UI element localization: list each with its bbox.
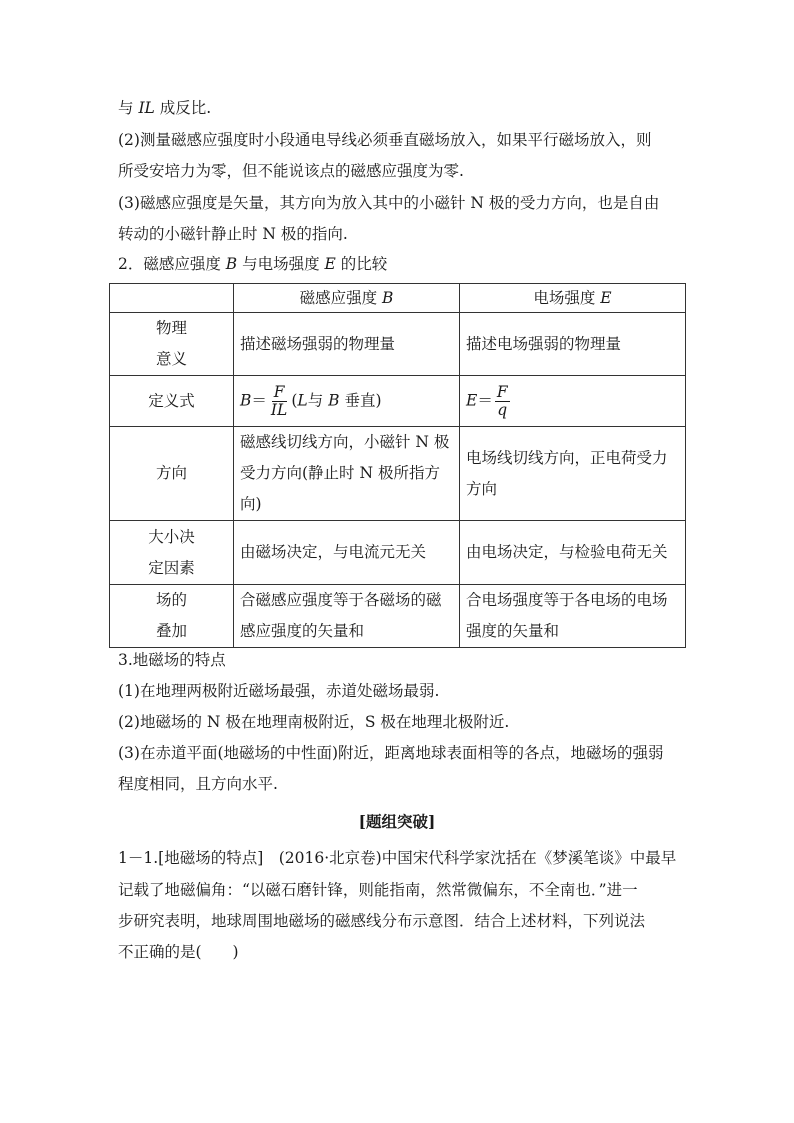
row-label: 大小决 定因素 [110, 521, 234, 585]
table-cell: 电场线切线方向，正电荷受力 方向 [460, 427, 686, 521]
comparison-table [109, 283, 686, 648]
paragraph-line: (1)在地理两极附近磁场最强，赤道处磁场最弱. [118, 682, 440, 700]
paragraph-line: 转动的小磁针静止时 N 极的指向. [118, 225, 348, 243]
table-cell: 磁感线切线方向，小磁针 N 极 受力方向(静止时 N 极所指方 向) [234, 427, 460, 521]
paragraph-line: (3)在赤道平面(地磁场的中性面)附近，距离地球表面相等的各点，地磁场的强弱 [118, 744, 664, 762]
paragraph-line: (2)地磁场的 N 极在地理南极附近，S 极在地理北极附近. [118, 713, 510, 731]
table-header-row [110, 284, 686, 313]
row-label: 方向 [110, 427, 234, 521]
formula-cell: B＝ $\frac{F}{IL}$ (L与 B 垂直) [234, 376, 460, 427]
paragraph-line: 程度相同，且方向水平. [118, 775, 278, 793]
paragraph-line: (3)磁感应强度是矢量，其方向为放入其中的小磁针 N 极的受力方向，也是自由 [118, 194, 660, 212]
section-heading: 2．磁感应强度 B 与电场强度 E 的比较 [118, 255, 388, 273]
paragraph-line: (2)测量磁感应强度时小段通电导线必须垂直磁场放入，如果平行磁场放入，则 [118, 131, 652, 149]
table-cell: 由电场决定，与检验电荷无关 [460, 521, 686, 585]
row-label: 定义式 [110, 376, 234, 427]
table-row [110, 585, 686, 648]
row-label: 场的 叠加 [110, 585, 234, 648]
practice-heading: [题组突破] [358, 812, 436, 831]
header-electric: 电场强度 E [460, 284, 686, 313]
question-line: 不正确的是( ) [118, 943, 239, 961]
table-row [110, 376, 686, 427]
table-cell: 由磁场决定，与电流元无关 [234, 521, 460, 585]
question-line: 1－1.[地磁场的特点] (2016·北京卷)中国宋代科学家沈括在《梦溪笔谈》中最早 [118, 849, 677, 867]
table-row [110, 427, 686, 521]
question-line: 步研究表明，地球周围地磁场的磁感线分布示意图．结合上述材料，下列说法 [118, 912, 646, 930]
question-line: 记载了地磁偏角：“以磁石磨针锋，则能指南，然常微偏东，不全南也．”进一 [118, 881, 638, 899]
row-label: 物理 意义 [110, 313, 234, 376]
formula-cell: E＝ $\frac{F}{q}$ [460, 376, 686, 427]
paragraph-line: 与 IL 成反比. [118, 99, 212, 117]
section-heading: 3.地磁场的特点 [118, 651, 226, 669]
paragraph-line: 所受安培力为零，但不能说该点的磁感应强度为零. [118, 162, 464, 180]
header-empty-cell [110, 284, 234, 313]
table-cell: 描述电场强弱的物理量 [460, 313, 686, 376]
table-row [110, 313, 686, 376]
fraction: $\frac{F}{q}$ [496, 382, 508, 419]
table-cell: 合电场强度等于各电场的电场 强度的矢量和 [460, 585, 686, 648]
header-magnetic: 磁感应强度 B [234, 284, 460, 313]
table-cell: 描述磁场强弱的物理量 [234, 313, 460, 376]
table-row [110, 521, 686, 585]
fraction: $\frac{F}{IL}$ [270, 382, 288, 419]
table-cell: 合磁感应强度等于各磁场的磁 感应强度的矢量和 [234, 585, 460, 648]
